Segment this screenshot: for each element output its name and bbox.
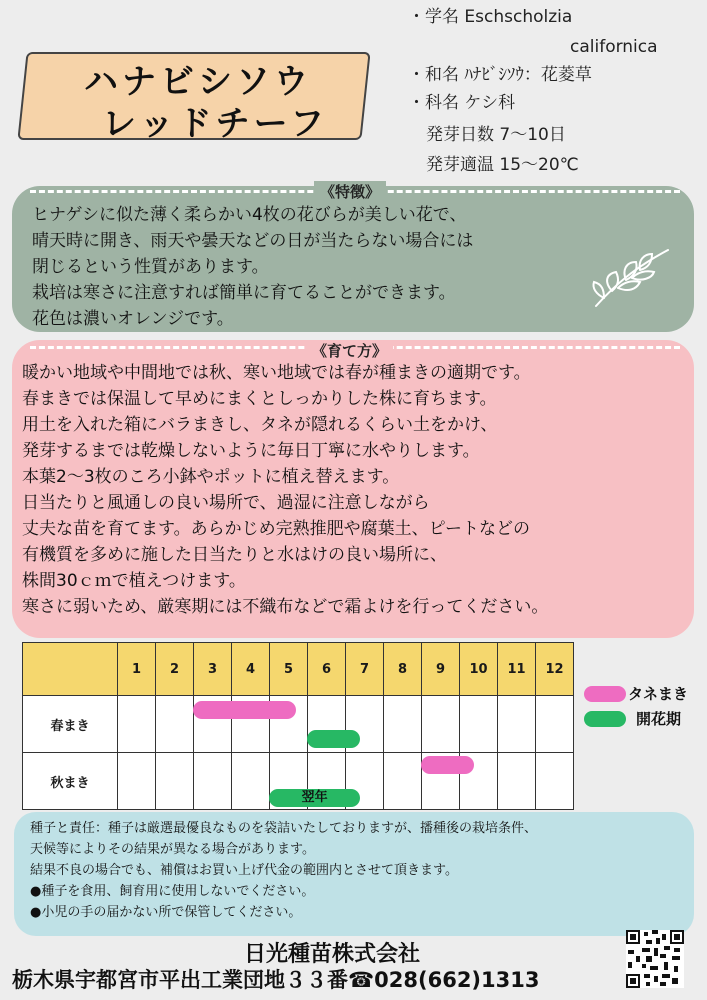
growing-line: 丈夫な苗を育てます。あらかじめ完熟推肥や腐葉土、ピートなどの [22,519,530,539]
scientific-name-cont: californica [570,37,658,57]
features-line: 閉じるという性質があります。 [32,257,269,277]
growing-line: 株間30ｃｍで植えつけます。 [22,571,246,591]
month-header: 1 [118,643,156,696]
features-line: 晴天時に開き、雨天や曇天などの日が当たらない場合には [32,231,474,251]
growing-line: 春まきでは保温して早めにまくとしっかりした株に育ちます。 [22,389,497,409]
growing-line: 用土を入れた箱にバラまきし、タネが隠れるくらい土をかけ、 [22,415,498,435]
month-header: 2 [156,643,194,696]
note-line: 結果不良の場合でも、補償はお買い上げ代金の範囲内とさせて頂きます。 [30,863,458,878]
flowering-bar [307,730,360,748]
month-header: 7 [346,643,384,696]
calendar-row-spring [23,696,574,753]
scientific-name: ・学名 Eschscholzia [408,7,573,27]
calendar-header-row [23,643,574,696]
growing-heading: 《育て方》 [306,340,393,361]
calendar-corner-cell [23,643,118,696]
features-heading: 《特徴》 [314,181,386,202]
growing-line: 本葉2～3枚のころ小鉢やポットに植え替えます。 [22,467,400,487]
note-line: ●小児の手の届かない所で保管してください。 [30,905,302,920]
cultivation-calendar [22,642,574,810]
growing-line: 有機質を多めに施した日当たりと水はけの良い場所に、 [22,545,447,565]
month-header: 11 [498,643,536,696]
legend-label-flowering: 開花期 [636,710,682,728]
sowing-bar [421,756,474,774]
month-header: 10 [460,643,498,696]
bar-label: 翌年 [301,790,328,805]
month-header: 8 [384,643,422,696]
month-header: 5 [270,643,308,696]
note-line: ●種子を食用、飼育用に使用しないでください。 [30,884,315,899]
sowing-bar [193,701,296,719]
growing-text [22,360,548,620]
month-header: 3 [194,643,232,696]
leaf-branch-icon [582,236,674,314]
germination-days: 発芽日数 7～10日 [426,125,566,145]
features-line: ヒナゲシに似た薄く柔らかい4枚の花びらが美しい花で、 [32,205,467,225]
month-header: 6 [308,643,346,696]
features-text [32,202,473,332]
growing-line: 寒さに弱いため、厳寒期には不織布などで霜よけを行ってください。 [22,597,549,617]
company-name: 日光種苗株式会社 [244,942,421,967]
legend-label-sowing: タネまき [628,685,689,703]
japanese-name: ・和名 ﾊﾅﾋﾞｼｿｳ：花菱草 [408,65,592,85]
row-label-spring: 春まき [23,696,118,753]
note-line: 天候等によりその結果が異なる場合があります。 [30,842,315,857]
month-header: 9 [422,643,460,696]
legend-swatch-sowing [584,686,626,702]
growing-line: 暖かい地域や中間地では秋、寒い地域では春が種まきの適期です。 [22,363,531,383]
family-name: ・科名 ケシ科 [408,93,516,113]
notes-text [30,818,537,923]
product-title-line1: ハナビシソウ [84,62,312,102]
legend-swatch-flowering [584,711,626,727]
note-line: 種子と責任：種子は厳選最優良なものを袋詰いたしておりますが、播種後の栽培条件、 [30,821,538,836]
company-address: 栃木県宇都宮市平出工業団地３３番☎028(662)1313 [12,968,540,992]
row-label-autumn: 秋まき [23,753,118,810]
growing-line: 発芽するまでは乾燥しないように毎日丁寧に水やりします。 [22,441,480,461]
growing-line: 日当たりと風通しの良い場所で、過湿に注意しながら [22,493,430,513]
month-header: 4 [232,643,270,696]
features-line: 栽培は寒さに注意すれば簡単に育てることができます。 [32,283,456,303]
features-line: 花色は濃いオレンジです。 [32,309,234,329]
product-title-line2: レッドチーフ [102,104,328,144]
germination-temp: 発芽適温 15～20℃ [426,155,579,175]
flowering-bar [269,789,360,807]
qr-code-icon [626,930,684,988]
month-header: 12 [536,643,574,696]
